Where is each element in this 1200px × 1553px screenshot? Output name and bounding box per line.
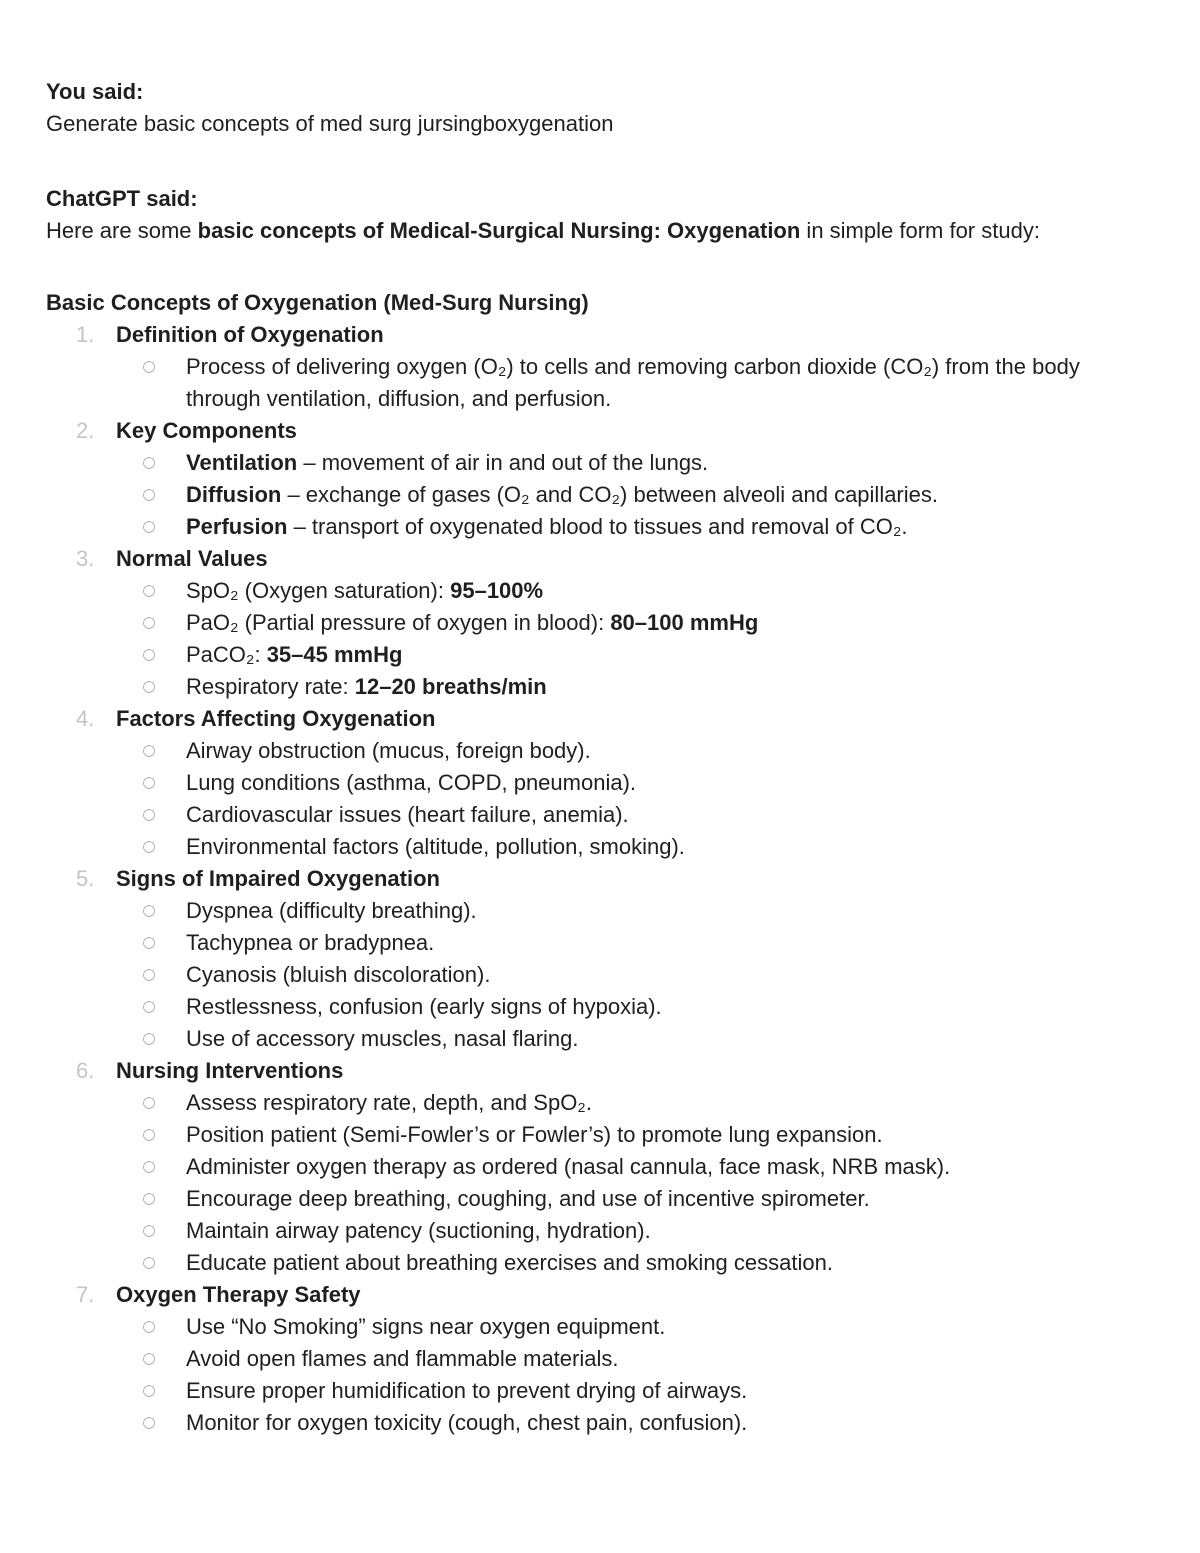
hollow-circle-bullet-icon [143,1417,155,1429]
item-text: Ensure proper humidification to prevent drying of airways. [186,1378,748,1403]
hollow-circle-bullet-icon [143,841,155,853]
list-number: 6. [76,1058,95,1083]
concept-section [46,863,1176,1055]
list-item [46,1183,1176,1215]
section-title [46,543,1176,575]
item-text: Use “No Smoking” signs near oxygen equipment. [186,1314,666,1339]
list-item [46,639,1176,671]
bullet-list [46,1311,1176,1439]
concept-section [46,415,1176,543]
section-title [46,703,1176,735]
item-value: 95–100% [450,578,544,603]
user-message: Generate basic concepts of med surg jursingboxygenation [46,111,614,136]
list-item [46,479,1176,511]
list-item [46,1215,1176,1247]
intro-text: Here are some [46,218,198,243]
list-item [46,799,1176,831]
section-title-text: Factors Affecting Oxygenation [116,706,436,731]
hollow-circle-bullet-icon [143,777,155,789]
item-text: Cyanosis (bluish discoloration). [186,962,491,987]
list-item [46,1247,1176,1279]
section-title [46,1055,1176,1087]
item-text: Process of delivering oxygen (O₂) to cells and removing carbon dioxide (CO₂) from the body through ventilation, diffusion, and perfusion. [186,354,1080,411]
hollow-circle-bullet-icon [143,361,155,373]
list-item [46,1311,1176,1343]
bullet-list [46,1087,1176,1279]
item-text: Avoid open flames and flammable materials. [186,1346,619,1371]
item-text: Use of accessory muscles, nasal flaring. [186,1026,579,1051]
hollow-circle-bullet-icon [143,1161,155,1173]
list-item [46,575,1176,607]
hollow-circle-bullet-icon [143,1129,155,1141]
bullet-list [46,351,1176,415]
hollow-circle-bullet-icon [143,969,155,981]
item-text: Position patient (Semi-Fowler’s or Fowler’s) to promote lung expansion. [186,1122,883,1147]
list-item [46,447,1176,479]
item-text: Respiratory rate: [186,674,355,699]
list-item [46,1023,1176,1055]
section-title [46,319,1176,351]
item-text: – movement of air in and out of the lungs. [297,450,709,475]
item-text: Cardiovascular issues (heart failure, anemia). [186,802,629,827]
list-item [46,959,1176,991]
list-number: 3. [76,546,95,571]
list-number: 5. [76,866,95,891]
item-text: Educate patient about breathing exercises and smoking cessation. [186,1250,833,1275]
list-item [46,1119,1176,1151]
item-text: Assess respiratory rate, depth, and SpO₂. [186,1090,592,1115]
list-item [46,1151,1176,1183]
hollow-circle-bullet-icon [143,681,155,693]
item-text: SpO₂ (Oxygen saturation): [186,578,451,603]
section-title-text: Nursing Interventions [116,1058,344,1083]
hollow-circle-bullet-icon [143,809,155,821]
intro-text-end: in simple form for study: [800,218,1040,243]
conversation-document [46,76,1176,1439]
item-text: Administer oxygen therapy as ordered (nasal cannula, face mask, NRB mask). [186,1154,951,1179]
hollow-circle-bullet-icon [143,1193,155,1205]
item-text: Environmental factors (altitude, pollution, smoking). [186,834,685,859]
section-title [46,1279,1176,1311]
hollow-circle-bullet-icon [143,649,155,661]
user-speaker-label: You said: [46,79,144,104]
section-title-text: Normal Values [116,546,268,571]
hollow-circle-bullet-icon [143,1033,155,1045]
item-text: Monitor for oxygen toxicity (cough, chest pain, confusion). [186,1410,748,1435]
hollow-circle-bullet-icon [143,585,155,597]
item-text: Lung conditions (asthma, COPD, pneumonia). [186,770,637,795]
item-text: PaO₂ (Partial pressure of oxygen in blood): [186,610,611,635]
intro-bold-text: basic concepts of Medical-Surgical Nursing: Oxygenation [197,218,801,243]
list-item [46,351,1136,415]
item-text: Restlessness, confusion (early signs of hypoxia). [186,994,662,1019]
list-item [46,1343,1176,1375]
item-text: PaCO₂: [186,642,267,667]
list-number: 1. [76,322,95,347]
hollow-circle-bullet-icon [143,1097,155,1109]
list-item [46,671,1176,703]
section-heading: Basic Concepts of Oxygenation (Med-Surg Nursing) [46,290,589,315]
concepts-list [46,319,1176,1439]
assistant-speaker-label: ChatGPT said: [46,186,198,211]
list-item [46,895,1176,927]
list-item [46,1375,1176,1407]
section-title [46,415,1176,447]
hollow-circle-bullet-icon [143,1385,155,1397]
assistant-intro [46,215,1176,247]
list-item [46,1407,1176,1439]
hollow-circle-bullet-icon [143,489,155,501]
section-title-text: Key Components [116,418,297,443]
hollow-circle-bullet-icon [143,745,155,757]
hollow-circle-bullet-icon [143,1225,155,1237]
item-text: Airway obstruction (mucus, foreign body). [186,738,591,763]
list-item [46,831,1176,863]
list-number: 4. [76,706,95,731]
hollow-circle-bullet-icon [143,1353,155,1365]
concept-section [46,543,1176,703]
list-number: 2. [76,418,95,443]
item-text: Tachypnea or bradypnea. [186,930,435,955]
section-title [46,863,1176,895]
item-text: Maintain airway patency (suctioning, hydration). [186,1218,651,1243]
list-item [46,511,1176,543]
concept-section [46,319,1176,415]
hollow-circle-bullet-icon [143,617,155,629]
list-item [46,1087,1176,1119]
item-term: Perfusion [186,514,288,539]
hollow-circle-bullet-icon [143,1257,155,1269]
bullet-list [46,447,1176,543]
list-item [46,735,1176,767]
section-title-text: Oxygen Therapy Safety [116,1282,361,1307]
list-item [46,927,1176,959]
hollow-circle-bullet-icon [143,1321,155,1333]
item-text: – transport of oxygenated blood to tissues and removal of CO₂. [287,514,908,539]
section-title-text: Signs of Impaired Oxygenation [116,866,440,891]
bullet-list [46,895,1176,1055]
list-item [46,767,1176,799]
item-text: Encourage deep breathing, coughing, and use of incentive spirometer. [186,1186,870,1211]
item-value: 80–100 mmHg [610,610,759,635]
item-value: 12–20 breaths/min [354,674,547,699]
section-title-text: Definition of Oxygenation [116,322,384,347]
list-item [46,991,1176,1023]
hollow-circle-bullet-icon [143,457,155,469]
item-term: Ventilation [186,450,298,475]
concept-section [46,1055,1176,1279]
item-value: 35–45 mmHg [266,642,403,667]
hollow-circle-bullet-icon [143,937,155,949]
list-item [46,607,1176,639]
hollow-circle-bullet-icon [143,905,155,917]
hollow-circle-bullet-icon [143,521,155,533]
bullet-list [46,735,1176,863]
bullet-list [46,575,1176,703]
concept-section [46,1279,1176,1439]
concept-section [46,703,1176,863]
item-text: Dyspnea (difficulty breathing). [186,898,477,923]
hollow-circle-bullet-icon [143,1001,155,1013]
list-number: 7. [76,1282,95,1307]
item-text: – exchange of gases (O₂ and CO₂) between alveoli and capillaries. [281,482,938,507]
item-term: Diffusion [186,482,282,507]
